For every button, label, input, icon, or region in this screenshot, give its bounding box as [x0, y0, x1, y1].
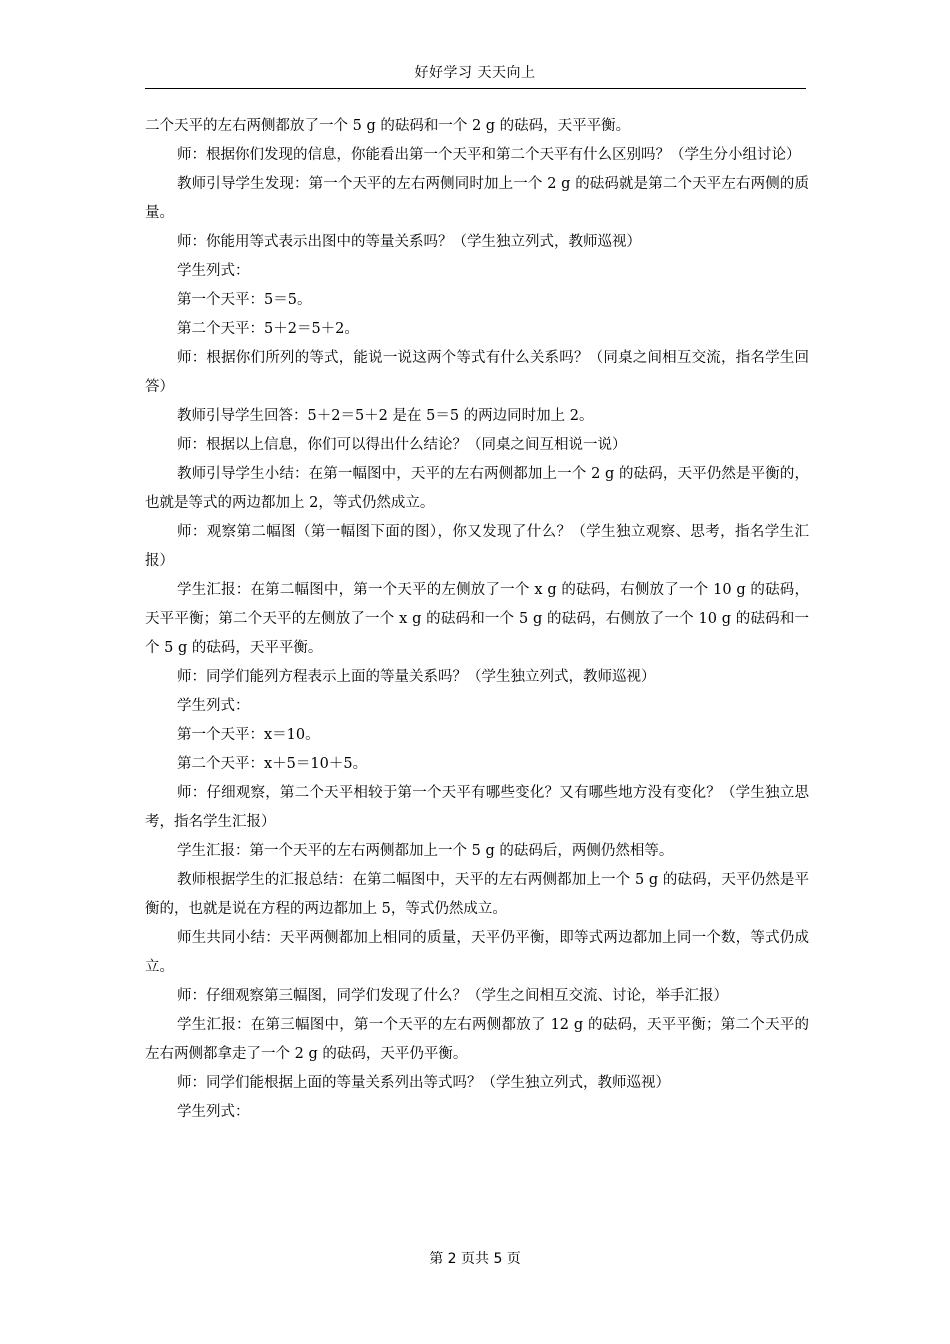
- paragraph: 二个天平的左右两侧都放了一个 5 g 的砝码和一个 2 g 的砝码，天平平衡。: [145, 118, 631, 134]
- header-divider: [145, 88, 806, 89]
- paragraph: 师生共同小结：天平两侧都加上相同的质量，天平仍平衡，即等式两边都加上同一个数，等式仍成立。: [145, 930, 809, 975]
- paragraph: 教师根据学生的汇报总结：在第二幅图中，天平的左右两侧都加上一个 5 g 的砝码，天平仍然是平衡的，也就是说在方程的两边都加上 5，等式仍然成立。: [145, 872, 809, 917]
- paragraph: 学生列式：: [177, 1104, 250, 1120]
- paragraph: 学生汇报：第一个天平的左右两侧都加上一个 5 g 的砝码后，两侧仍然相等。: [177, 843, 674, 859]
- paragraph: 师：同学们能根据上面的等量关系列出等式吗？（学生独立列式，教师巡视）: [177, 1075, 670, 1091]
- paragraph: 学生汇报：在第二幅图中，第一个天平的左侧放了一个 x g 的砝码，右侧放了一个 10 g 的砝码，天平平衡；第二个天平的左侧放了一个 x g 的砝码和一个 5 g 的砝码，右侧放了一个 10 g 的砝码和一个 5 g 的砝码，天平平衡。: [145, 582, 809, 656]
- paragraph: 第二个天平：5＋2＝5＋2。: [177, 321, 359, 337]
- paragraph: 师：根据以上信息，你们可以得出什么结论？（同桌之间互相说一说）: [177, 437, 627, 453]
- paragraph: 师：仔细观察，第二个天平相较于第一个天平有哪些变化？又有哪些地方没有变化？（学生独立思考，指名学生汇报）: [145, 785, 809, 830]
- page-number: 第 2 页共 5 页: [429, 1251, 521, 1267]
- paragraph: 第二个天平：x＋5＝10＋5。: [177, 756, 368, 772]
- paragraph: 第一个天平：5＝5。: [177, 292, 312, 308]
- paragraph: 教师引导学生回答：5＋2＝5＋2 是在 5＝5 的两边同时加上 2。: [177, 408, 594, 424]
- paragraph: 学生列式：: [177, 263, 250, 279]
- paragraph: 教师引导学生发现：第一个天平的左右两侧同时加上一个 2 g 的砝码就是第二个天平左右两侧的质量。: [145, 176, 809, 221]
- paragraph: 师：根据你们发现的信息，你能看出第一个天平和第二个天平有什么区别吗？（学生分小组讨论）: [177, 147, 801, 163]
- paragraph: 学生列式：: [177, 698, 250, 714]
- paragraph: 第一个天平：x＝10。: [177, 727, 320, 743]
- paragraph: 师：你能用等式表示出图中的等量关系吗？（学生独立列式，教师巡视）: [177, 234, 641, 250]
- paragraph: 师：同学们能列方程表示上面的等量关系吗？（学生独立列式，教师巡视）: [177, 669, 656, 685]
- paragraph: 师：根据你们所列的等式，能说一说这两个等式有什么关系吗？（同桌之间相互交流，指名学生回答）: [145, 350, 809, 395]
- paragraph: 师：观察第二幅图（第一幅图下面的图），你又发现了什么？（学生独立观察、思考，指名学生汇报）: [145, 524, 809, 569]
- page-header: 好好学习 天天向上: [414, 65, 536, 81]
- paragraph: 教师引导学生小结：在第一幅图中，天平的左右两侧都加上一个 2 g 的砝码，天平仍然是平衡的，也就是等式的两边都加上 2，等式仍然成立。: [145, 466, 809, 511]
- paragraph: 学生汇报：在第三幅图中，第一个天平的左右两侧都放了 12 g 的砝码，天平平衡；第二个天平的左右两侧都拿走了一个 2 g 的砝码，天平仍平衡。: [145, 1017, 809, 1062]
- document-body: [145, 112, 809, 1127]
- paragraph: 师：仔细观察第三幅图，同学们发现了什么？（学生之间相互交流、讨论，举手汇报）: [177, 988, 728, 1004]
